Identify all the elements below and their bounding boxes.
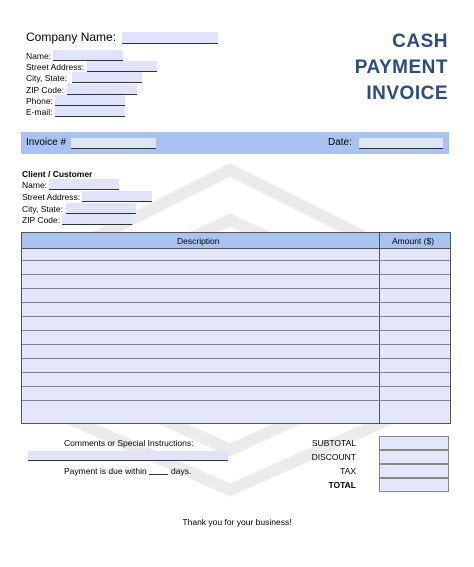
- company-name-field[interactable]: [122, 32, 218, 44]
- table-row[interactable]: [22, 288, 450, 289]
- date-label: Date:: [328, 137, 352, 148]
- client-zip-field[interactable]: [62, 214, 132, 225]
- client-name-field[interactable]: [49, 179, 119, 190]
- discount-label: DISCOUNT: [311, 452, 356, 462]
- payment-due-suffix: days.: [171, 466, 192, 476]
- tax-label: TAX: [340, 466, 356, 476]
- payment-due-prefix: Payment is due within: [64, 466, 147, 476]
- company-zip-field[interactable]: [67, 84, 137, 95]
- table-row[interactable]: [22, 316, 450, 317]
- company-phone-label: Phone:: [26, 96, 53, 106]
- title-line-invoice: INVOICE: [366, 83, 448, 104]
- thank-you-note: Thank you for your business!: [182, 517, 292, 527]
- company-email-field[interactable]: [55, 106, 125, 117]
- payment-days-field[interactable]: [149, 466, 168, 475]
- company-zip-label: ZIP Code:: [26, 85, 65, 95]
- client-name-label: Name:: [22, 180, 48, 190]
- description-column-header: Description: [177, 236, 220, 246]
- total-cell[interactable]: [379, 478, 449, 492]
- table-row[interactable]: [22, 330, 450, 331]
- title-line-payment: PAYMENT: [354, 57, 448, 78]
- comments-label: Comments or Special Instructions:: [64, 438, 194, 448]
- company-city-field[interactable]: [72, 72, 142, 83]
- tax-cell[interactable]: [379, 464, 449, 478]
- client-zip-label: ZIP Code:: [22, 215, 61, 225]
- table-row[interactable]: [22, 400, 450, 401]
- subtotal-label: SUBTOTAL: [311, 438, 356, 448]
- total-label: TOTAL: [328, 480, 356, 490]
- table-row[interactable]: [22, 260, 450, 261]
- company-name-label: Company Name:: [26, 30, 117, 44]
- client-street-field[interactable]: [82, 191, 152, 202]
- date-field[interactable]: [359, 138, 443, 149]
- company-phone-field[interactable]: [55, 95, 125, 106]
- comments-field[interactable]: [28, 451, 228, 461]
- table-row[interactable]: [22, 372, 450, 373]
- invoice-number-label: Invoice #: [26, 137, 67, 148]
- client-city-label: City, State:: [22, 204, 63, 214]
- discount-cell[interactable]: [379, 450, 449, 464]
- company-street-label: Street Address:: [26, 62, 85, 72]
- table-row[interactable]: [22, 344, 450, 345]
- client-street-label: Street Address:: [22, 192, 81, 202]
- company-email-label: E-mail:: [26, 107, 53, 117]
- company-city-label: City, State:: [26, 73, 67, 83]
- company-contact-name-field[interactable]: [53, 50, 123, 61]
- client-city-field[interactable]: [66, 203, 136, 214]
- subtotal-cell[interactable]: [379, 436, 449, 450]
- table-row[interactable]: [22, 358, 450, 359]
- invoice-number-field[interactable]: [71, 138, 156, 149]
- invoice-bar: [21, 132, 449, 154]
- title-line-cash: CASH: [392, 31, 448, 52]
- client-heading: Client / Customer: [22, 169, 93, 179]
- company-name-field-label: Name:: [26, 51, 52, 61]
- table-header: [22, 233, 450, 249]
- table-row[interactable]: [22, 386, 450, 387]
- table-row[interactable]: [22, 274, 450, 275]
- company-street-field[interactable]: [87, 61, 157, 72]
- column-divider: [379, 233, 380, 423]
- amount-column-header: Amount ($): [392, 236, 435, 246]
- items-table: [21, 232, 451, 424]
- table-row[interactable]: [22, 302, 450, 303]
